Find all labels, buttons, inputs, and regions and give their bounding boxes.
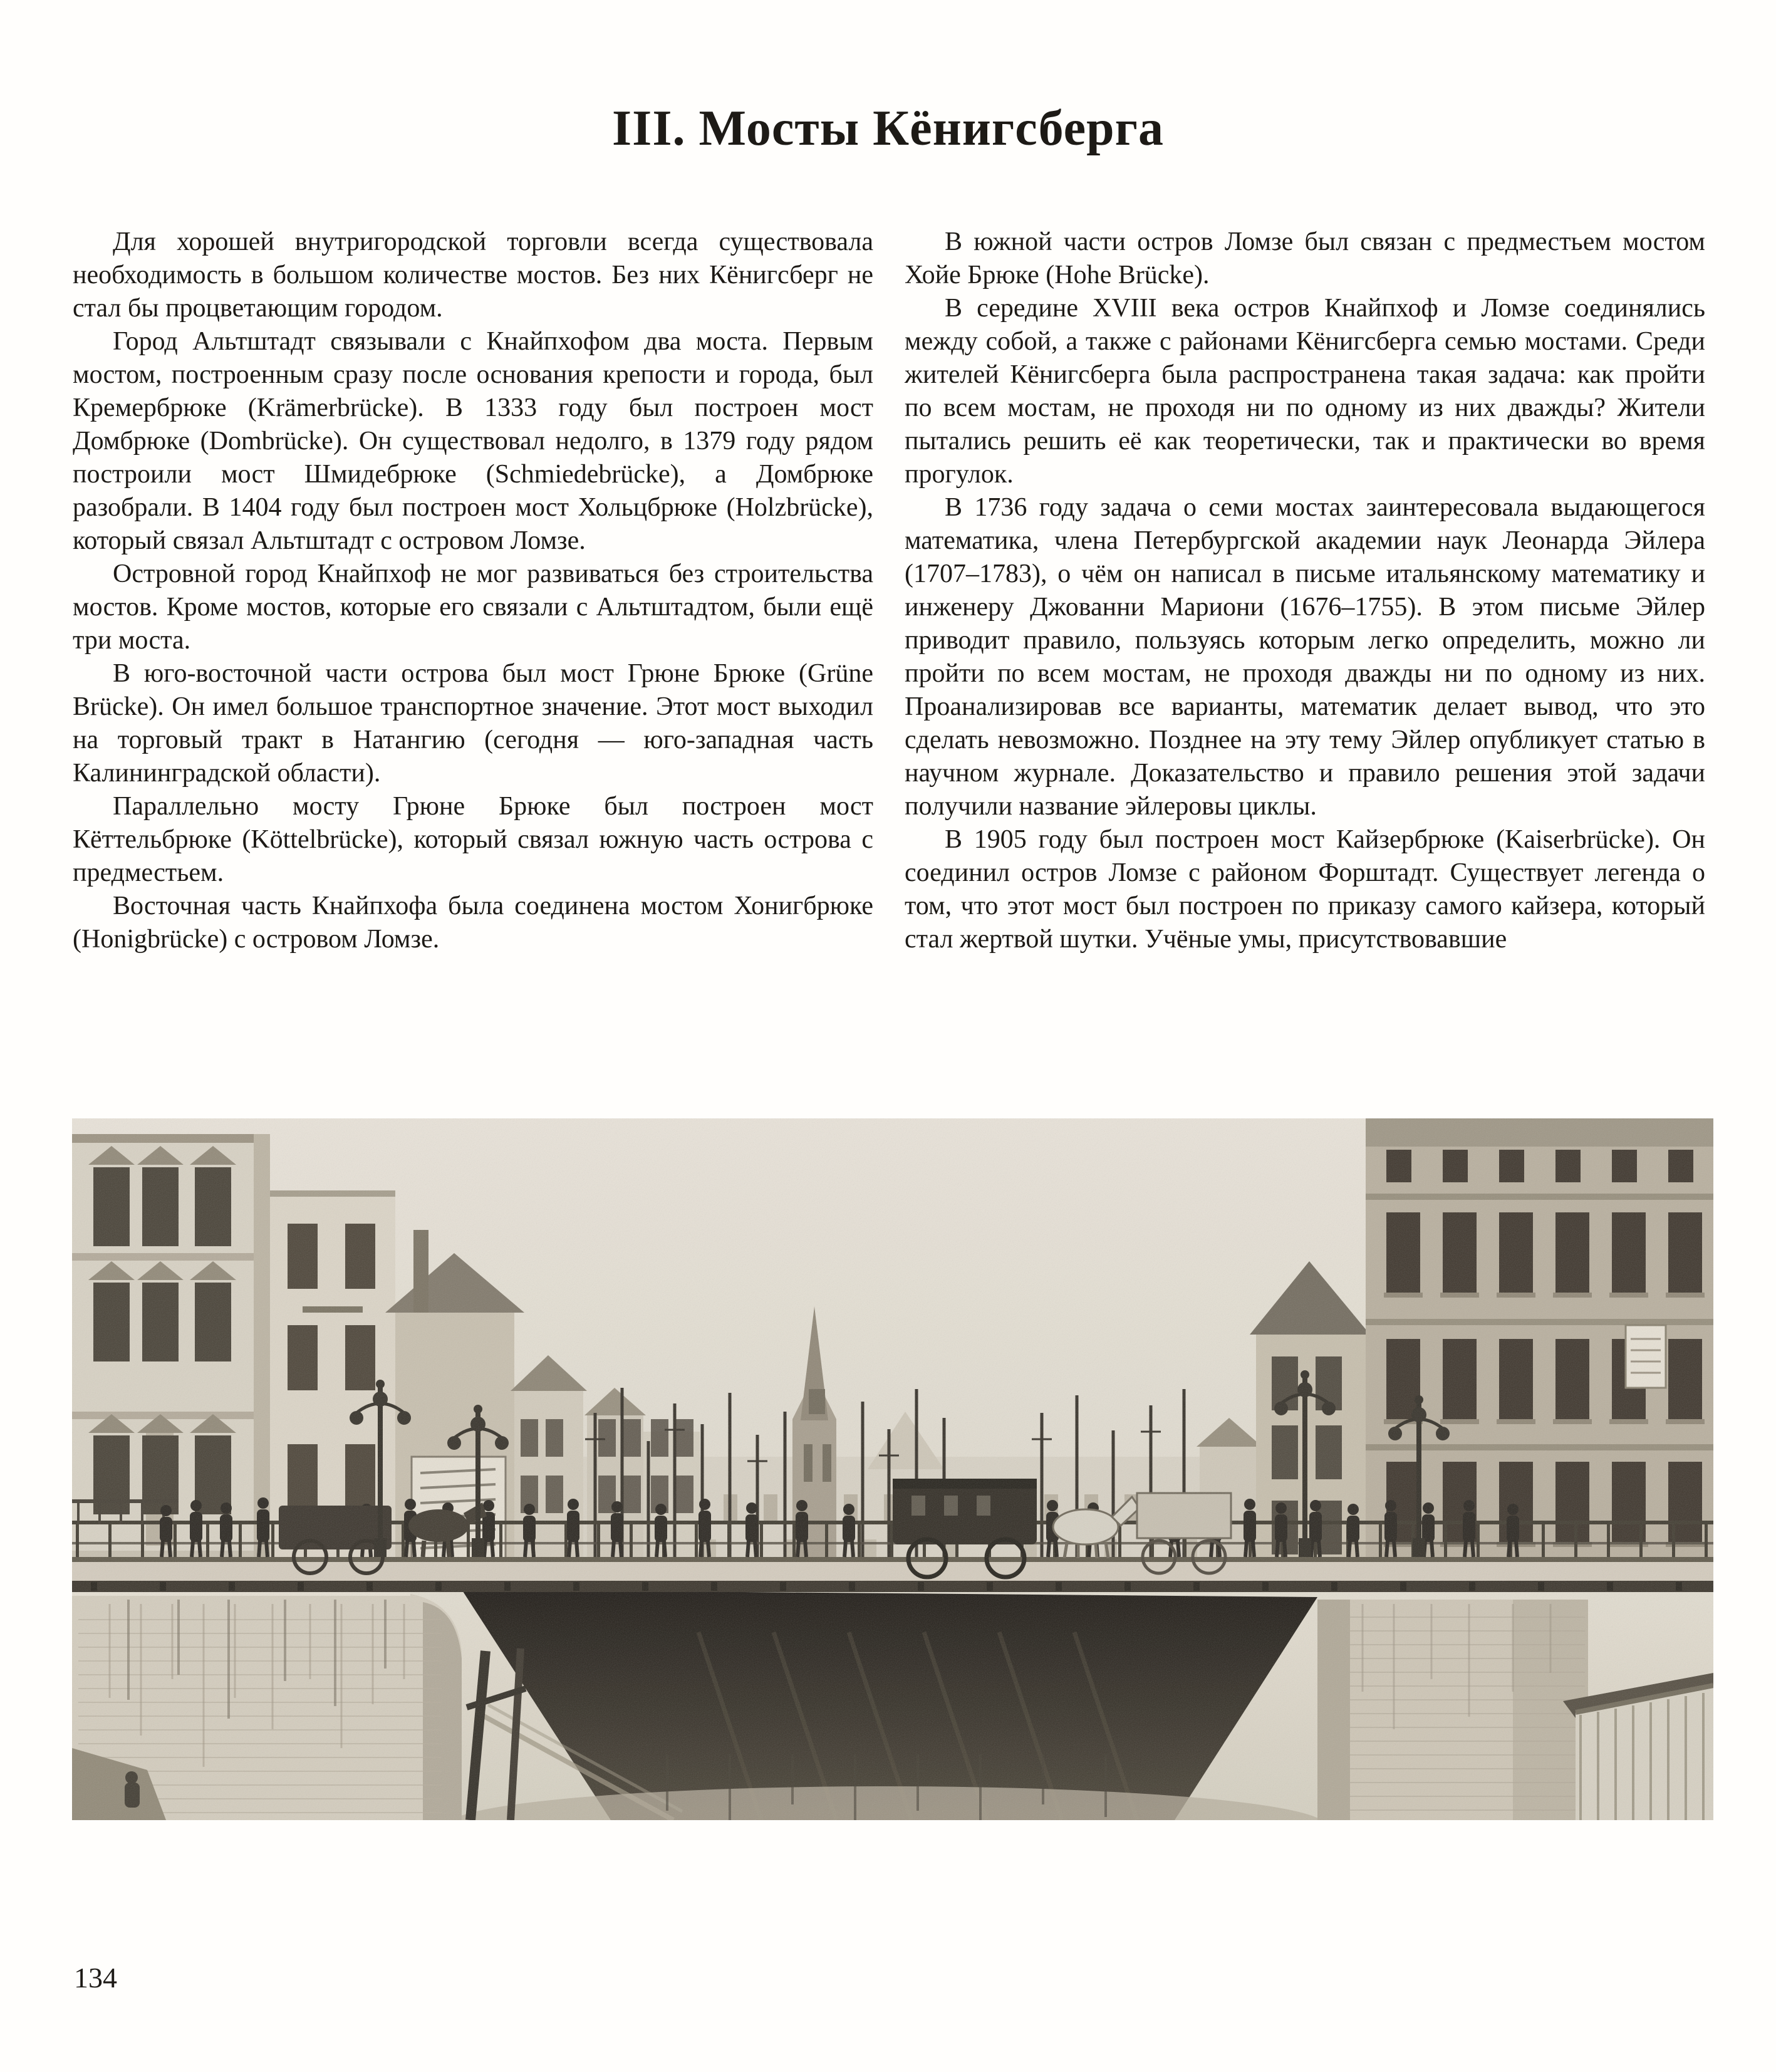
bridge-photo-illustration [72, 1118, 1713, 1820]
page-title: III. Мосты Кёнигсберга [612, 101, 1164, 156]
text-column-left [73, 226, 873, 956]
paragraph: Для хорошей внутригородской торговли всегда существовала необходимость в большом количестве мостов. Без них Кёнигсберг не стал бы процветающим городом. [73, 227, 873, 323]
paragraph: В середине XVIII века остров Кнайпхоф и Ломзе соединялись между собой, а также с районами Кёнигсберга семью мостами. Среди жителей Кёнигсберга была распространена такая задача: как пройти по всем мостам, не проходя ни по одному из них дважды? Жители пытались решить её как теоретически, так и практически во время прогулок. [905, 294, 1705, 489]
paragraph: В 1905 году был построен мост Кайзербрюке (Kaiserbrücke). Он соединил остров Ломзе с районом Форштадт. Существует легенда о том, что этот мост был построен по приказу самого кайзера, который стал жертвой шутки. Учёные умы, присутствовавшие [905, 825, 1705, 954]
page-number: 134 [74, 1962, 117, 1994]
paragraph: Параллельно мосту Грюне Брюке был построен мост Кёттельбрюке (Köttelbrücke), который связал южную часть острова с предместьем. [73, 792, 873, 887]
paragraph: В юго-восточной части острова был мост Грюне Брюке (Grüne Brücke). Он имел большое транспортное значение. Этот мост выходил на торговый тракт в Натангию (сегодня — юго-западная часть Калининградской области). [73, 659, 873, 788]
paragraph: Город Альтштадт связывали с Кнайпхофом два моста. Первым мостом, построенным сразу после основания крепости и города, был Кремербрюке (Krämerbrücke). В 1333 году был построен мост Домбрюке (Dombrücke). Он существовал недолго, в 1379 году рядом построили мост Шмидебрюке (Schmiedebrücke), а Домбрюке разобрали. В 1404 году был построен мост Хольцбрюке (Holzbrücke), который связал Альтштадт с островом Ломзе. [73, 327, 873, 555]
text-column-right [905, 226, 1705, 956]
paragraph: Восточная часть Кнайпхофа была соединена мостом Хонигбрюке (Honigbrücke) с островом Ломзе. [73, 892, 873, 954]
historic-bridge-photo [72, 1118, 1713, 1820]
paragraph: Островной город Кнайпхоф не мог развиваться без строительства мостов. Кроме мостов, которые его связали с Альтштадтом, были ещё три моста. [73, 560, 873, 655]
paragraph: В южной части остров Ломзе был связан с предместьем мостом Хойе Брюке (Hohe Brücke). [905, 227, 1705, 289]
paragraph: В 1736 году задача о семи мостах заинтересовала выдающегося математика, члена Петербургской академии наук Леонарда Эйлера (1707–1783), о чём он написал в письме итальянскому математику и инженеру Джованни Мариони (1676–1755). В этом письме Эйлер приводит правило, пользуясь которым легко определить, можно ли пройти по всем мостам, не проходя дважды ни по одному из них. Проанализировав все варианты, математик делает вывод, что это сделать невозможно. Позднее на эту тему Эйлер опубликует статью в научном журнале. Доказательство и правило решения этой задачи получили название эйлеровы циклы. [905, 493, 1705, 821]
